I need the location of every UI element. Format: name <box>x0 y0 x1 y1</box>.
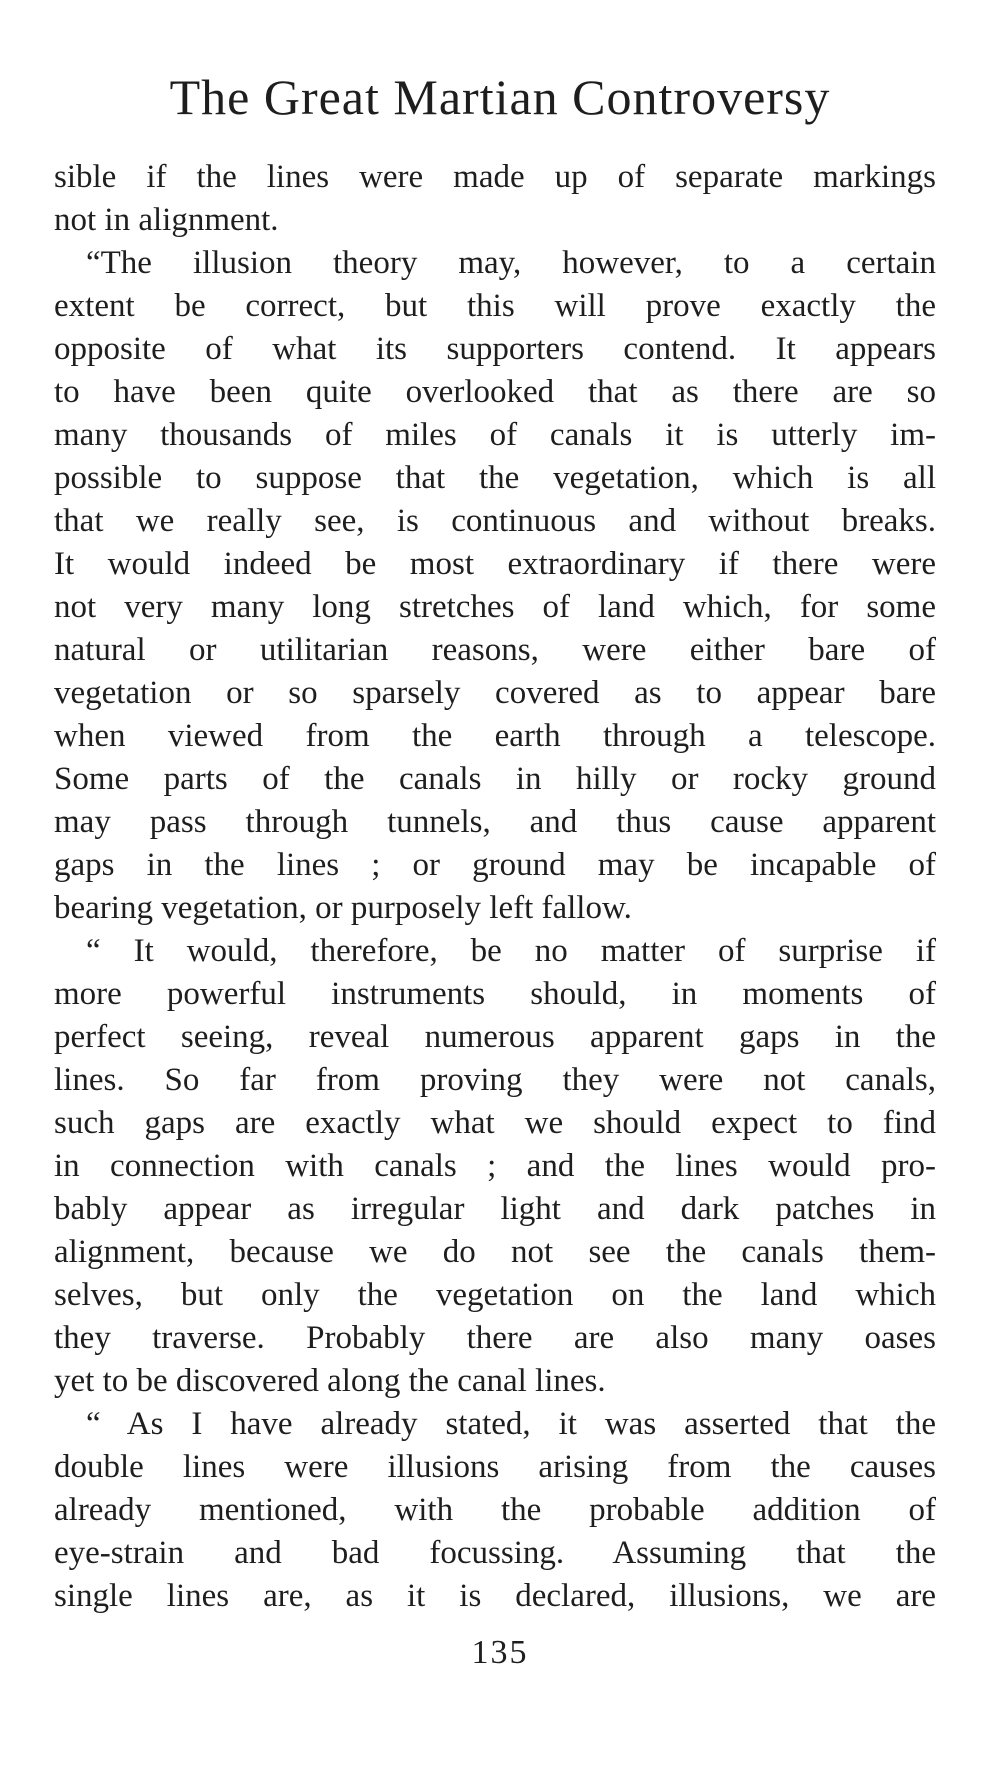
text-line: eye-strain and bad focussing. Assuming that the <box>54 1535 936 1571</box>
body-text <box>54 156 936 1618</box>
text-line: yet to be discovered along the canal lines. <box>54 1363 606 1399</box>
text-line: natural or utilitarian reasons, were either bare of <box>54 632 936 668</box>
text-line: vegetation or so sparsely covered as to appear bare <box>54 675 936 711</box>
text-line: that we really see, is continuous and without breaks. <box>54 503 936 539</box>
text-line: selves, but only the vegetation on the land which <box>54 1277 936 1313</box>
text-line: extent be correct, but this will prove exactly the <box>54 288 936 324</box>
text-line: “ It would, therefore, be no matter of surprise if <box>86 933 936 969</box>
text-line: double lines were illusions arising from the causes <box>54 1449 936 1485</box>
text-line: more powerful instruments should, in moments of <box>54 976 936 1012</box>
text-line: single lines are, as it is declared, illusions, we are <box>54 1578 936 1614</box>
text-line: in connection with canals ; and the lines would pro- <box>54 1148 936 1184</box>
text-line: gaps in the lines ; or ground may be incapable of <box>54 847 936 883</box>
text-line: bably appear as irregular light and dark patches in <box>54 1191 936 1227</box>
text-line: such gaps are exactly what we should expect to find <box>54 1105 936 1141</box>
text-line: already mentioned, with the probable addition of <box>54 1492 936 1528</box>
text-line: “ As I have already stated, it was asserted that the <box>86 1406 936 1442</box>
running-head: The Great Martian Controversy <box>169 69 831 125</box>
text-line: lines. So far from proving they were not canals, <box>54 1062 936 1098</box>
text-line: bearing vegetation, or purposely left fallow. <box>54 890 632 926</box>
text-line: possible to suppose that the vegetation, which is all <box>54 460 936 496</box>
text-line: sible if the lines were made up of separate markings <box>54 159 936 195</box>
page-number: 135 <box>471 1634 529 1671</box>
text-line: when viewed from the earth through a telescope. <box>54 718 936 754</box>
text-line: to have been quite overlooked that as there are so <box>54 374 936 410</box>
text-line: they traverse. Probably there are also many oases <box>54 1320 936 1356</box>
text-line: may pass through tunnels, and thus cause apparent <box>54 804 936 840</box>
text-line: perfect seeing, reveal numerous apparent gaps in the <box>54 1019 936 1055</box>
text-line: not in alignment. <box>54 202 279 238</box>
text-line: opposite of what its supporters contend. It appears <box>54 331 936 367</box>
text-line: Some parts of the canals in hilly or rocky ground <box>54 761 936 797</box>
text-line: many thousands of miles of canals it is utterly im- <box>54 417 936 453</box>
text-line: It would indeed be most extraordinary if there were <box>54 546 936 582</box>
text-line: alignment, because we do not see the canals them- <box>54 1234 936 1270</box>
text-line: “The illusion theory may, however, to a certain <box>86 245 936 281</box>
text-line: not very many long stretches of land which, for some <box>54 589 936 625</box>
